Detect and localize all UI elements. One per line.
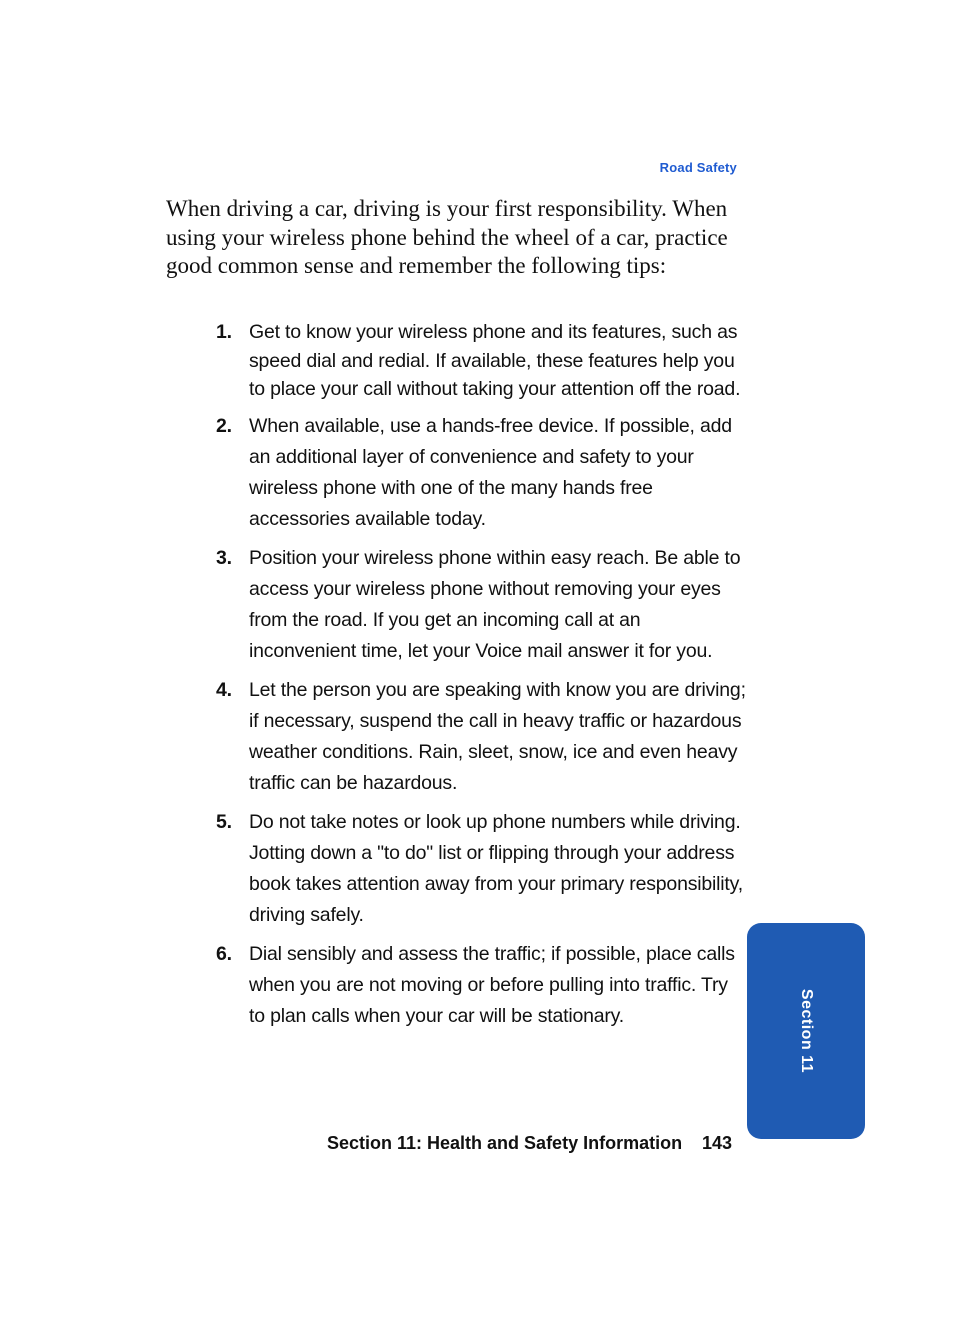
tip-item bbox=[216, 543, 746, 667]
tips-list bbox=[216, 318, 746, 1040]
tip-text: Get to know your wireless phone and its features, such as speed dial and redial. If available, these features help you to place your call without taking your attention off the road. bbox=[249, 321, 741, 400]
tip-number: 2. bbox=[216, 414, 232, 437]
footer-section-title: Section 11: Health and Safety Information bbox=[327, 1133, 683, 1153]
tip-text: Do not take notes or look up phone numbers while driving. Jotting down a "to do" list or flipping through your address book takes attention away from your primary responsibility, driving safely. bbox=[249, 810, 743, 926]
tip-item bbox=[216, 318, 746, 404]
tip-number: 6. bbox=[216, 942, 232, 965]
tip-item bbox=[216, 675, 746, 799]
page-number: 143 bbox=[702, 1133, 733, 1153]
tip-number: 4. bbox=[216, 678, 232, 701]
tip-text: Position your wireless phone within easy reach. Be able to access your wireless phone without removing your eyes from the road. If you get an incoming call at an inconvenient time, let your Voice mail answer it for you. bbox=[249, 546, 741, 662]
tip-item bbox=[216, 807, 746, 931]
section-side-tab bbox=[747, 923, 865, 1139]
tip-number: 5. bbox=[216, 810, 232, 833]
tip-text: Let the person you are speaking with know you are driving; if necessary, suspend the call in heavy traffic or hazardous weather conditions. Rain, sleet, snow, ice and even heavy traffic can be hazardous. bbox=[249, 678, 746, 794]
intro-paragraph: When driving a car, driving is your first responsibility. When using your wireless phone behind the wheel of a car, practice good common sense and remember the following tips: bbox=[166, 196, 728, 279]
running-header: Road Safety bbox=[659, 160, 737, 175]
tip-item bbox=[216, 939, 746, 1032]
tip-number: 3. bbox=[216, 546, 232, 569]
tip-text: Dial sensibly and assess the traffic; if possible, place calls when you are not moving or before pulling into traffic. Try to plan calls when your car will be stationary. bbox=[249, 942, 735, 1027]
tip-text: When available, use a hands-free device. If possible, add an additional layer of convenience and safety to your wireless phone with one of the many hands free accessories available today. bbox=[249, 414, 732, 530]
tip-number: 1. bbox=[216, 321, 232, 343]
tip-item bbox=[216, 411, 746, 535]
section-tab-label: Section 11 bbox=[798, 988, 815, 1074]
